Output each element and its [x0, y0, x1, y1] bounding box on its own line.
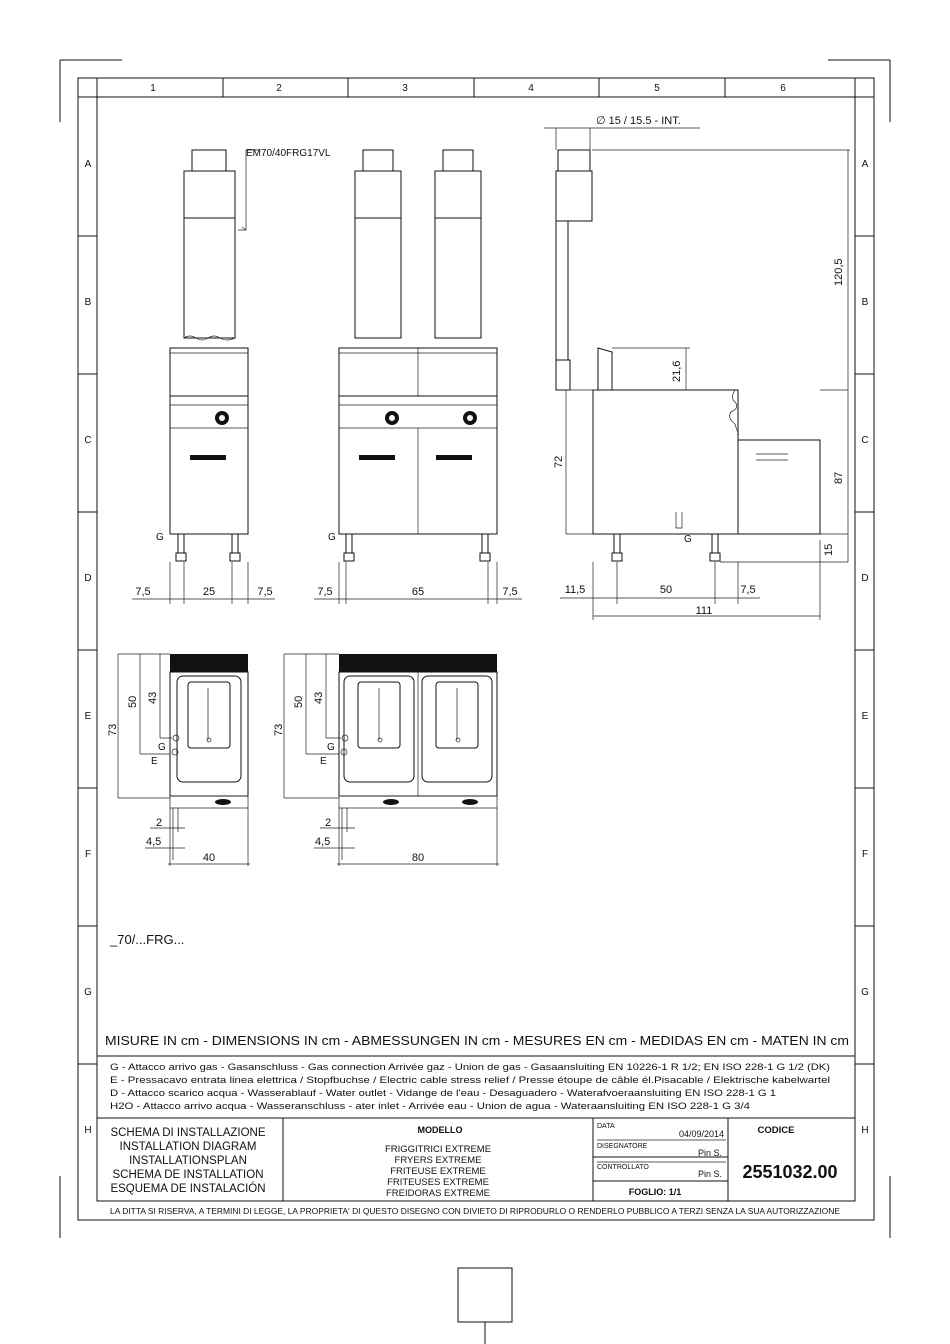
dimension-value: 73: [273, 723, 285, 736]
data-label: DATA: [597, 1123, 615, 1130]
grid-column-label: 2: [276, 83, 282, 94]
codice-label: CODICE: [757, 1125, 795, 1136]
plan-view-single-fryer: [170, 654, 248, 808]
dimension-value: 21,6: [671, 360, 683, 382]
dimension-value: 7,5: [135, 586, 151, 598]
dimension-value: 72: [553, 455, 565, 468]
dimension-value: 50: [127, 695, 139, 708]
grid-row-label: G: [84, 987, 92, 998]
schema-title: SCHEMA DE INSTALLATION: [112, 1169, 264, 1181]
legend-line: G - Attacco arrivo gas - Gasanschluss - Gas connection Arrivée gaz - Union de gas - Gasaansluiting EN 10226-1 R 1/2; EN ISO 228-1 G 1/2 (DK): [110, 1062, 830, 1072]
schema-title: INSTALLATIONSPLAN: [129, 1155, 247, 1167]
connection-marker-g: G: [156, 532, 164, 543]
dimension-value: 80: [411, 852, 425, 864]
legend-line: E - Pressacavo entrata linea elettrica / Stopfbuchse / Electric cable stress relief / Presse étoupe de câble él.Pisacable / Elektrische kabelwartel: [110, 1075, 830, 1085]
dimension-value: 65: [411, 586, 425, 598]
copyright-notice: LA DITTA SI RISERVA, A TERMINI DI LEGGE, LA PROPRIETA' DI QUESTO DISEGNO CON DIVIETO DI RIPRODURLO O RENDERLO PUBBLICO A TERZI SENZA LA SUA AUTORIZZAZIONE: [110, 1207, 840, 1216]
dimension-value: 2: [156, 817, 163, 829]
dimension-value: 43: [313, 691, 325, 704]
legend-line: H2O - Attacco arrivo acqua - Wasseranschluss - ater inlet - Arrivée eau - Union de agua - Wateraansluiting EN ISO 228-1 G 3/4: [110, 1101, 750, 1111]
connection-marker-g: G: [328, 532, 336, 543]
grid-row-label: C: [84, 435, 92, 446]
model-reference: _70/...FRG...: [110, 932, 185, 947]
dimension-value: 7,5: [502, 586, 518, 598]
grid-row-label: B: [84, 297, 92, 308]
dimension-value: 43: [147, 691, 159, 704]
connection-marker-g: G: [327, 742, 335, 753]
sheet-number: FOGLIO: 1/1: [628, 1187, 682, 1197]
grid-row-labels-right: [861, 159, 869, 1136]
grid-row-label: C: [861, 435, 869, 446]
registration-mark: [458, 1268, 512, 1344]
dimension-value: 73: [107, 723, 119, 736]
connection-marker-e: E: [320, 756, 327, 767]
data-value: 04/09/2014: [678, 1129, 724, 1139]
dimension-value: 40: [202, 852, 216, 864]
disegnatore-label: DISEGNATORE: [597, 1143, 648, 1150]
dimension-value: 50: [659, 584, 673, 596]
connection-legend: [110, 1062, 830, 1111]
grid-row-label: H: [84, 1125, 92, 1136]
grid-row-label: D: [84, 573, 92, 584]
grid-row-label: E: [861, 711, 869, 722]
chimney-label: EM70/40FRG17VL: [246, 148, 331, 159]
model-name: FRITEUSES EXTREME: [387, 1177, 489, 1188]
front-view-double-fryer: [339, 150, 497, 561]
grid-column-labels: [150, 83, 786, 94]
model-name: FRIGGITRICI EXTREME: [384, 1144, 492, 1155]
connection-marker-g: G: [684, 534, 692, 545]
side-view-fryer: [556, 150, 820, 561]
model-name: FRITEUSE EXTREME: [390, 1166, 486, 1177]
controllato-label: CONTROLLATO: [597, 1164, 649, 1171]
grid-row-label: F: [84, 849, 92, 860]
schema-title: SCHEMA DI INSTALLAZIONE: [110, 1127, 266, 1139]
grid-row-label: D: [861, 573, 869, 584]
dimension-value: 15: [823, 543, 835, 556]
dimension-value: 7,5: [257, 586, 273, 598]
grid-row-label: A: [84, 159, 92, 170]
dimension-value: 11,5: [564, 584, 586, 596]
dimension-value: 50: [293, 695, 305, 708]
modello-label: MODELLO: [417, 1125, 463, 1135]
plan-view-double-fryer: [339, 654, 497, 808]
controllato-value: Pin S.: [697, 1169, 722, 1179]
front-view-single-fryer: [170, 150, 260, 561]
schema-title: ESQUEMA DE INSTALACIÓN: [110, 1183, 266, 1195]
dimension-value: 4,5: [146, 836, 162, 848]
diameter-label: ∅ 15 / 15.5 - INT.: [596, 115, 681, 127]
connection-marker-e: E: [151, 756, 158, 767]
dimension-value: 2: [325, 817, 332, 829]
legend-line: D - Attacco scarico acqua - Wasserablauf - Water outlet - Vidange de l'eau - Desaguadero - Waterafvoeraansluiting EN ISO 228-1 G 1: [110, 1088, 776, 1098]
dimension-value: 120,5: [833, 258, 845, 286]
dimension-value: 4,5: [315, 836, 331, 848]
schema-titles: [110, 1127, 265, 1195]
model-names: [385, 1144, 491, 1199]
grid-row-labels-left: [84, 159, 92, 1136]
model-name: FRYERS EXTREME: [394, 1155, 482, 1166]
grid-row-label: H: [861, 1125, 869, 1136]
grid-column-label: 6: [780, 83, 786, 94]
dimension-value: 7,5: [317, 586, 333, 598]
schema-title: INSTALLATION DIAGRAM: [119, 1141, 257, 1153]
grid-column-label: 3: [402, 83, 408, 94]
grid-column-label: 5: [654, 83, 660, 94]
dimension-value: 111: [695, 605, 713, 617]
dimension-value: 7,5: [740, 584, 756, 596]
grid-row-label: G: [861, 987, 869, 998]
dimension-value: 87: [833, 471, 845, 484]
codice-value: 2551032.00: [742, 1162, 838, 1182]
grid-column-label: 1: [150, 83, 156, 94]
grid-column-label: 4: [528, 83, 534, 94]
grid-row-label: B: [861, 297, 869, 308]
grid-row-label: F: [861, 849, 869, 860]
model-name: FREIDORAS EXTREME: [386, 1188, 490, 1199]
dimension-value: 25: [202, 586, 216, 598]
connection-marker-g: G: [158, 742, 166, 753]
grid-row-label: A: [861, 159, 869, 170]
units-line: MISURE IN cm - DIMENSIONS IN cm - ABMESSUNGEN IN cm - MESURES EN cm - MEDIDAS EN cm - MATEN IN cm: [105, 1034, 849, 1048]
grid-row-label: E: [84, 711, 92, 722]
disegnatore-value: Pin S.: [697, 1148, 722, 1158]
